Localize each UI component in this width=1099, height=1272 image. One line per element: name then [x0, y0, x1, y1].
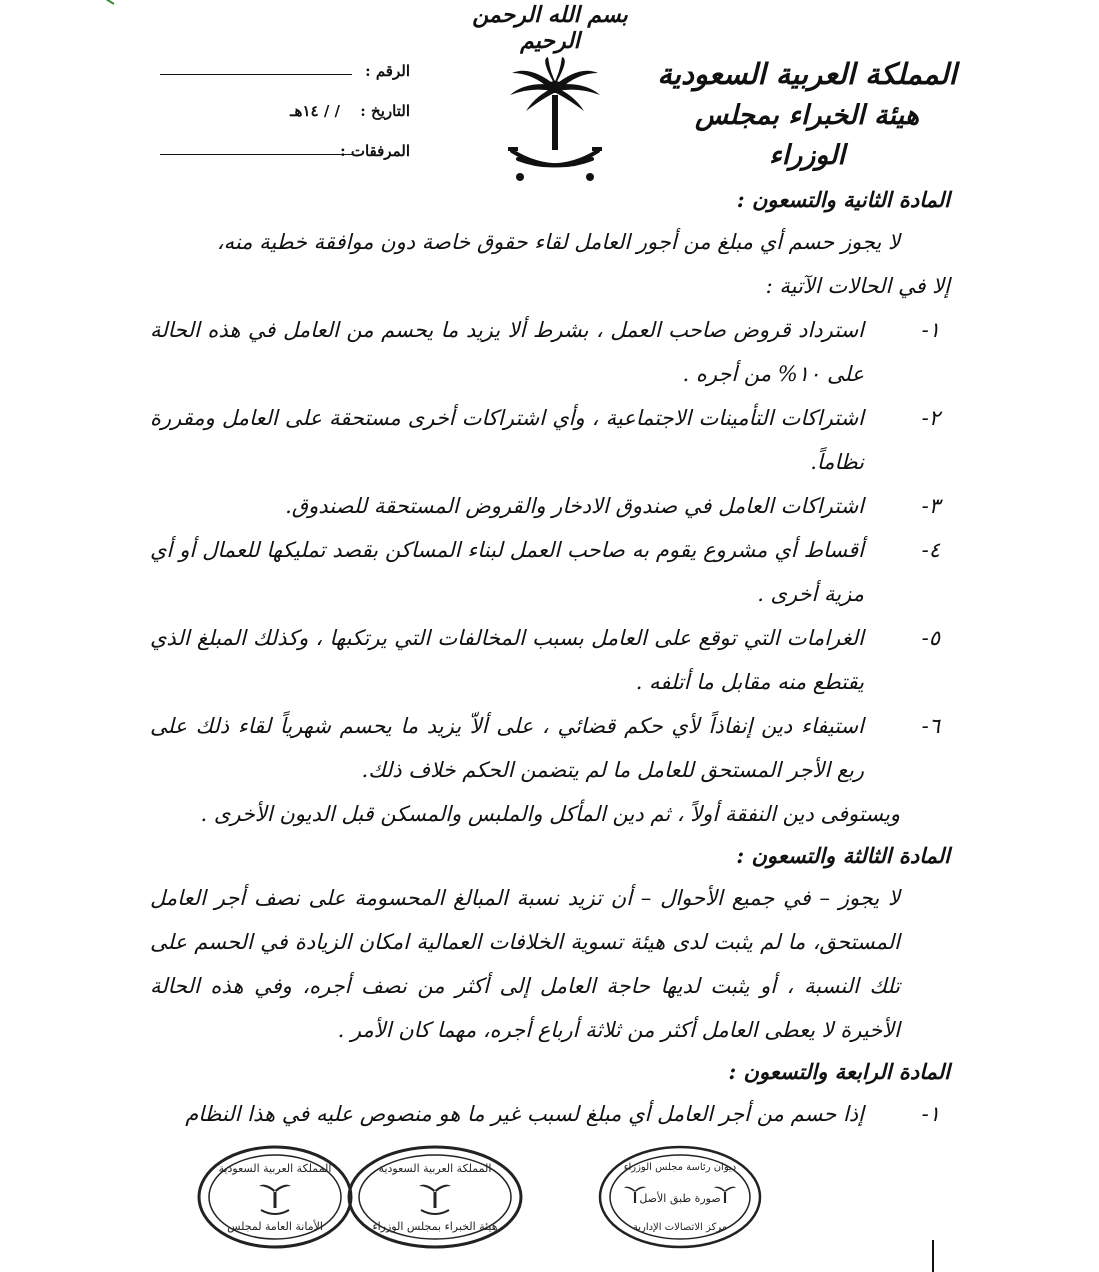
article-92-closing: ويستوفى دين النفقة أولاً ، ثم دين المأكل والملبس والمسكن قبل الديون الأخرى .	[200, 802, 900, 826]
item-text: استرداد قروض صاحب العمل ، بشرط ألا يزيد ما يحسم من العامل في هذه الحالة على ١٠% من أجره .	[150, 318, 864, 386]
corner-mark-icon	[96, 0, 116, 6]
item-text: أقساط أي مشروع يقوم به صاحب العمل لبناء المساكن بقصد تمليكها للعمال أو أي مزية أخرى .	[150, 538, 865, 606]
list-item	[150, 616, 950, 704]
article-92-intro-line-1: لا يجوز حسم أي مبلغ من أجور العامل لقاء حقوق خاصة دون موافقة خطية منه،	[216, 230, 900, 254]
article-93-text: لا يجوز – في جميع الأحوال – أن تزيد نسبة المبالغ المحسومة على نصف أجر العامل المستحق، ما لم يثبت لدى هيئة تسوية الخلافات العمالية امكان الزيادة في الحسم على تلك النسبة ، أو يثبت لديها حاجة العامل إلى أكثر من نصف أجره، وفي هذه الحالة الأخيرة لا يعطى العامل أكثر من ثلاثة أرباع أجره، مهما كان الأمر .	[150, 886, 901, 1042]
article-92-intro-line-2: إلا في الحالات الآتية :	[765, 274, 950, 298]
ref-row	[160, 60, 410, 100]
item-number: ١-	[921, 1102, 940, 1126]
document-body	[150, 180, 950, 1136]
item-text: اشتراكات التأمينات الاجتماعية ، وأي اشتراكات أخرى مستحقة على العامل ومقررة نظاماً.	[150, 406, 864, 474]
attachments-line	[160, 154, 352, 155]
date-value: / / ١٤هـ	[290, 102, 340, 120]
reference-block	[160, 60, 410, 180]
article-92-heading: المادة الثانية والتسعون :	[736, 187, 950, 212]
org-line-1: المملكة العربية السعودية	[657, 57, 957, 91]
item-number: ٥-	[921, 626, 940, 650]
date-row	[160, 100, 410, 140]
item-text: اشتراكات العامل في صندوق الادخار والقروض المستحقة للصندوق.	[285, 494, 864, 518]
item-number: ١-	[921, 318, 940, 342]
general-secretariat-seal-icon	[195, 1142, 355, 1252]
list-item	[150, 1092, 950, 1136]
list-item	[150, 484, 950, 528]
stamp-3-line-2: صورة طبق الأصل	[639, 1192, 721, 1205]
stamp-2-line-2: هيئة الخبراء بمجلس الوزراء	[372, 1220, 498, 1233]
ref-label: الرقم :	[365, 62, 410, 80]
stamp-2-line-1: المملكة العربية السعودية	[378, 1162, 492, 1175]
stamp-1-line-1: المملكة العربية السعودية	[218, 1162, 332, 1175]
item-number: ٦-	[921, 714, 940, 738]
item-text: إذا حسم من أجر العامل أي مبلغ لسبب غير ما هو منصوص عليه في هذا النظام	[185, 1102, 864, 1126]
item-number: ٢-	[921, 406, 940, 430]
item-text: استيفاء دين إنفاذاً لأي حكم قضائي ، على ألاّ يزيد ما يحسم شهرياً لقاء ذلك على ربع الأجر المستحق للعامل ما لم يتضمن الحكم خلاف ذلك.	[150, 714, 864, 782]
council-of-ministers-seal-icon	[595, 1142, 765, 1252]
stamp-1-line-2: الأمانة العامة لمجلس	[227, 1220, 323, 1233]
stamp-3-line-1: ديوان رئاسة مجلس الوزراء	[623, 1162, 737, 1173]
item-text: الغرامات التي توقع على العامل بسبب المخالفات التي يرتكبها ، وكذلك المبلغ الذي يقتطع منه مقابل ما أتلفه .	[150, 626, 864, 694]
organization-header	[657, 52, 957, 176]
attachments-row	[160, 140, 410, 180]
ref-line	[160, 74, 352, 75]
official-stamps	[195, 1142, 775, 1252]
article-93-heading: المادة الثالثة والتسعون :	[736, 843, 950, 868]
date-label: التاريخ :	[360, 102, 410, 120]
item-number: ٤-	[921, 538, 940, 562]
list-item	[150, 308, 950, 396]
experts-commission-seal-icon	[345, 1142, 525, 1252]
list-item	[150, 528, 950, 616]
list-item	[150, 396, 950, 484]
article-94-heading: المادة الرابعة والتسعون :	[728, 1059, 950, 1084]
palm-swords-emblem-icon	[500, 55, 610, 185]
stamp-3-line-3: مركز الاتصالات الإدارية	[632, 1222, 728, 1233]
basmala: بسم الله الرحمن الرحيم	[472, 2, 628, 54]
attachments-label: المرفقات :	[340, 142, 410, 160]
org-line-2: هيئة الخبراء بمجلس الوزراء	[694, 100, 920, 171]
list-item	[150, 704, 950, 792]
item-number: ٣-	[921, 494, 940, 518]
page-edge-mark	[932, 1240, 940, 1272]
